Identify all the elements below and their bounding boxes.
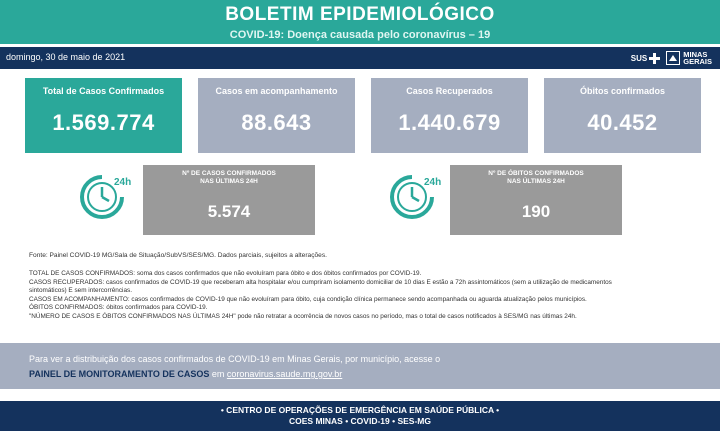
recovered-card [371,78,528,153]
note-line: CASOS EM ACOMPANHAMENTO: casos confirmados de COVID-19 que não evoluíram para óbito, cuja condição clínica permanece sendo acompanhada ou aguarda atualização pelos municípios. [29,295,587,303]
footer-line2: COES MINAS • COVID-19 • SES-MG [289,416,431,426]
note-line: "NÚMERO DE CASOS E ÓBITOS CONFIRMADOS NAS ÚLTIMAS 24H" pode não retratar a ocorrência de novos casos no período, mas o total de casos notificados à SES/MG nas últimas 24h. [29,312,577,320]
deaths-24h-label-line1: Nº DE ÓBITOS CONFIRMADOS [488,170,584,177]
deaths-24h-label [450,165,622,186]
deaths-24h-card [450,165,622,235]
in-followup-label: Casos em acompanhamento [215,86,338,96]
mg-text-line2: GERAIS [683,57,712,66]
clock-24h-text: 24h [424,177,442,188]
minas-gerais-logo [666,51,712,65]
footer-line1: • CENTRO DE OPERAÇÕES DE EMERGÊNCIA EM SAÚDE PÚBLICA • [220,405,500,415]
total-confirmed-label: Total de Casos Confirmados [42,86,165,96]
monitoring-link-line [29,369,342,379]
clock-24h-icon [76,171,132,223]
deaths-card [544,78,701,153]
sus-logo-text: SUS [630,53,648,63]
data-source: Fonte: Painel COVID-19 MG/Sala de Situação/SubVS/SES/MG. Dados parciais, sujeitos a alterações. [29,252,327,259]
monitoring-em-text: em [209,369,227,379]
clock-24h-icon [386,171,442,223]
note-line: CASOS RECUPERADOS: casos confirmados de COVID-19 que receberam alta hospitalar e/ou cumpriram isolamento domiciliar de 10 dias E estão a 72h assintomáticos (sem a utilização de medicamentos [29,278,612,286]
bulletin-subtitle: COVID-19: Doença causada pelo coronavírus – 19 [229,29,491,41]
recovered-value: 1.440.679 [398,110,501,135]
deaths-label: Óbitos confirmados [579,86,665,96]
cases-24h-value: 5.574 [207,202,251,221]
logos [631,50,712,66]
minas-gerais-mark-icon [666,51,680,65]
note-line: TOTAL DE CASOS CONFIRMADOS: soma dos casos confirmados que não evoluíram para óbito e dos óbitos confirmados por COVID-19. [29,270,422,277]
monitoring-panel-label: PAINEL DE MONITORAMENTO DE CASOS [29,369,210,379]
in-followup-card [198,78,355,153]
coronavirus-site-link[interactable]: coronavirus.saude.mg.gov.br [226,369,343,379]
bulletin-date: domingo, 30 de maio de 2021 [6,52,126,62]
sus-logo [631,53,660,64]
date-bar [0,47,720,69]
cases-24h-label [143,165,315,186]
footer [0,401,720,431]
cross-icon [649,53,660,64]
cases-24h-label-line1: Nº DE CASOS CONFIRMADOS [182,170,276,177]
note-line: sintomáticos) E sem intercorrências. [29,287,132,294]
mg-text-line1: MINAS [683,50,708,59]
total-confirmed-card [25,78,182,153]
bulletin-header [0,0,720,44]
note-line: ÓBITOS CONFIRMADOS: óbitos confirmados para COVID-19. [29,304,208,311]
in-followup-value: 88.643 [241,110,312,135]
deaths-24h-value: 190 [521,202,551,221]
definitions-notes [29,270,709,321]
deaths-24h-label-line2: NAS ÚLTIMAS 24H [507,178,565,185]
deaths-value: 40.452 [587,110,658,135]
cases-24h-label-line2: NAS ÚLTIMAS 24H [200,178,258,185]
monitoring-panel-bar [0,343,720,389]
cases-24h-card [143,165,315,235]
recovered-label: Casos Recuperados [406,86,493,96]
monitoring-info-text: Para ver a distribuição dos casos confirmados de COVID-19 em Minas Gerais, por município, acesse o [29,354,441,364]
total-confirmed-value: 1.569.774 [52,110,155,135]
minas-gerais-text [683,51,712,65]
clock-24h-text: 24h [114,177,132,188]
bulletin-title: BOLETIM EPIDEMIOLÓGICO [225,4,495,25]
